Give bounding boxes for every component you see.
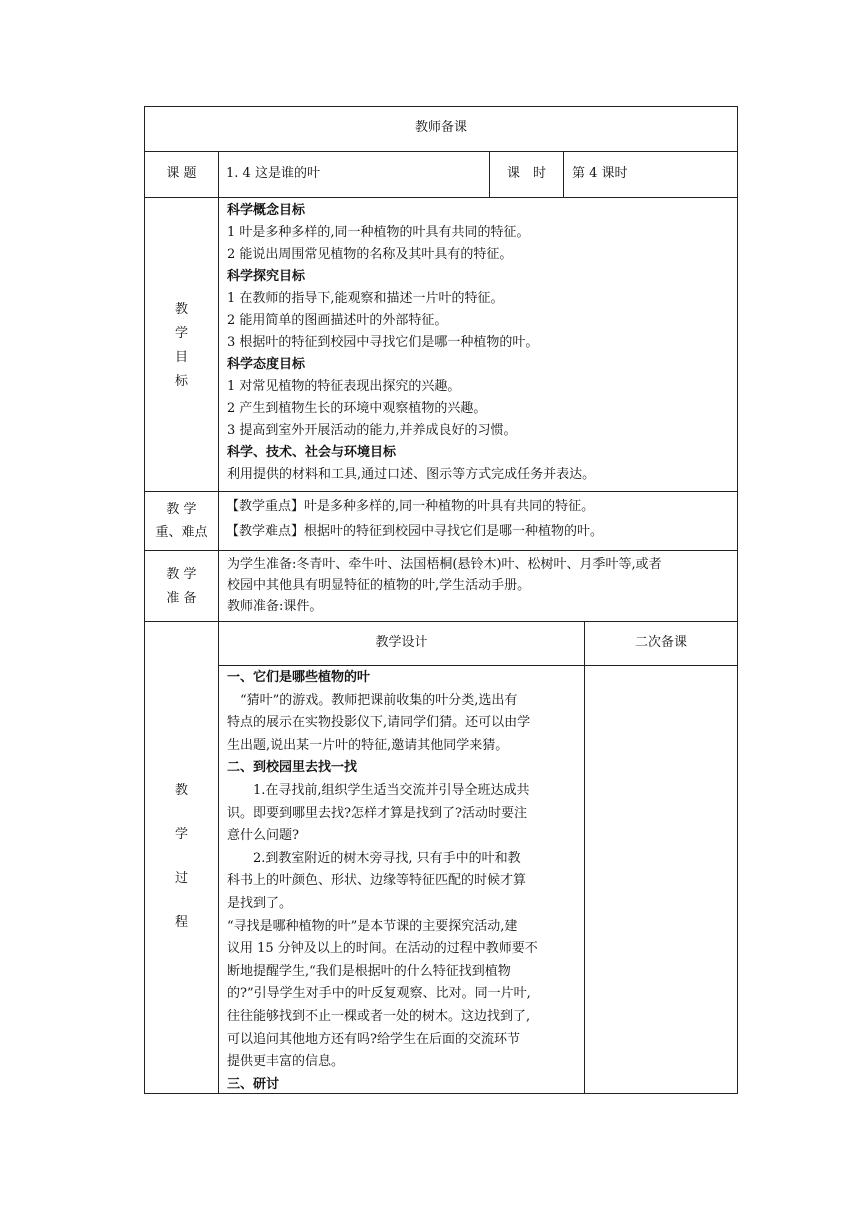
design-header: 教学设计: [375, 635, 428, 650]
process-line: 往往能够找到不止一棵或者一处的树木。这边找到了,: [227, 1008, 531, 1024]
preparation-content: [227, 554, 662, 617]
topic-value: 1. 4 这是谁的叶: [226, 166, 320, 181]
goal-item: 3 提高到室外开展活动的能力,并养成良好的习惯。: [227, 423, 517, 438]
goal-item: 2 产生到植物生长的环境中观察植物的兴趣。: [227, 401, 487, 416]
process-label: 教 学 过 程: [174, 783, 188, 930]
goals-label: 教 学 目 标: [174, 302, 188, 389]
table-column-divider: [563, 151, 564, 197]
process-line: 可以追问其他地方还有吗?给学生在后面的交流环节: [227, 1031, 520, 1047]
process-line: 的?”引导学生对手中的叶反复观察、比对。同一片叶,: [227, 986, 531, 1002]
goal-heading: 科学、技术、社会与环境目标: [227, 445, 397, 460]
table-rule: [144, 151, 738, 152]
process-line: 识。即要到哪里去找?怎样才算是找到了?活动时要注: [227, 805, 527, 821]
table-border-right: [737, 106, 738, 1094]
page-title: 教师备课: [414, 120, 467, 135]
process-heading: 一、它们是哪些植物的叶: [227, 670, 371, 685]
key-point: 【教学重点】叶是多种多样的,同一种植物的叶具有共同的特征。: [226, 499, 595, 514]
period-label: 课 时: [506, 166, 546, 181]
goals-content: [227, 200, 595, 486]
goal-heading: 科学态度目标: [227, 357, 306, 372]
table-column-divider: [584, 621, 585, 1094]
table-border-top: [144, 106, 738, 107]
process-line: 提供更丰富的信息。: [227, 1054, 345, 1070]
table-rule: [144, 550, 738, 551]
process-line: 生出题,说出某一片叶的特征,邀请其他同学来猜。: [227, 737, 509, 753]
topic-label: 课 题: [166, 166, 197, 181]
process-line: 特点的展示在实物投影仪下,请同学们猜。还可以由学: [227, 715, 531, 731]
second-prep-header: 二次备课: [634, 635, 687, 650]
process-line: 意什么问题?: [227, 828, 299, 844]
goal-item: 2 能用简单的图画描述叶的外部特征。: [227, 313, 448, 328]
process-heading: 二、到校园里去找一找: [227, 760, 358, 776]
process-line: 断地提醒学生,“我们是根据叶的什么特征找到植物: [227, 963, 511, 979]
preparation-line: 为学生准备:冬青叶、牵牛叶、法国梧桐(悬铃木)叶、松树叶、月季叶等,或者: [227, 557, 662, 572]
preparation-line: 教师准备:课件。: [227, 599, 323, 614]
process-line: 是找到了。: [227, 895, 293, 911]
table-rule: [218, 665, 738, 666]
process-heading: 三、研讨: [227, 1076, 280, 1092]
process-line: “寻找是哪种植物的叶”是本节课的主要探究活动,建: [227, 918, 518, 934]
period-value: 第 4 课时: [572, 166, 628, 181]
goal-item: 2 能说出周围常见植物的名称及其叶具有的特征。: [227, 247, 513, 262]
key-points-label: 教 学 重、难点: [155, 502, 208, 540]
preparation-label: 教 学 准 备: [166, 567, 197, 606]
process-content: [227, 667, 538, 1096]
process-line: 议用 15 分钟及以上的时间。在活动的过程中教师要不: [227, 941, 538, 957]
goal-item: 1 对常见植物的特征表现出探究的兴趣。: [227, 379, 461, 394]
table-column-divider: [218, 151, 219, 1094]
goal-item: 3 根据叶的特征到校园中寻找它们是哪一种植物的叶。: [227, 335, 539, 350]
process-line: “猜叶”的游戏。教师把课前收集的叶分类,选出有: [227, 692, 518, 708]
difficult-point: 【教学难点】根据叶的特征到校园中寻找它们是哪一种植物的叶。: [226, 524, 604, 539]
table-rule: [144, 621, 738, 622]
goal-item: 1 叶是多种多样的,同一种植物的叶具有共同的特征。: [227, 225, 530, 240]
goal-heading: 科学概念目标: [227, 203, 306, 218]
goal-heading: 科学探究目标: [227, 269, 306, 284]
goal-item: 利用提供的材料和工具,通过口述、图示等方式完成任务并表达。: [227, 467, 596, 482]
preparation-line: 校园中其他具有明显特征的植物的叶,学生活动手册。: [227, 578, 531, 593]
table-rule: [144, 491, 738, 492]
process-line: 科书上的叶颜色、形状、边缘等特征匹配的时候才算: [227, 873, 527, 889]
process-line: 2.到教室附近的树木旁寻找, 只有手中的叶和教: [227, 850, 521, 866]
goal-item: 1 在教师的指导下,能观察和描述一片叶的特征。: [227, 291, 504, 306]
process-line: 1.在寻找前,组织学生适当交流并引导全班达成共: [227, 782, 530, 798]
table-rule: [144, 197, 738, 198]
key-points-content: [226, 494, 603, 544]
